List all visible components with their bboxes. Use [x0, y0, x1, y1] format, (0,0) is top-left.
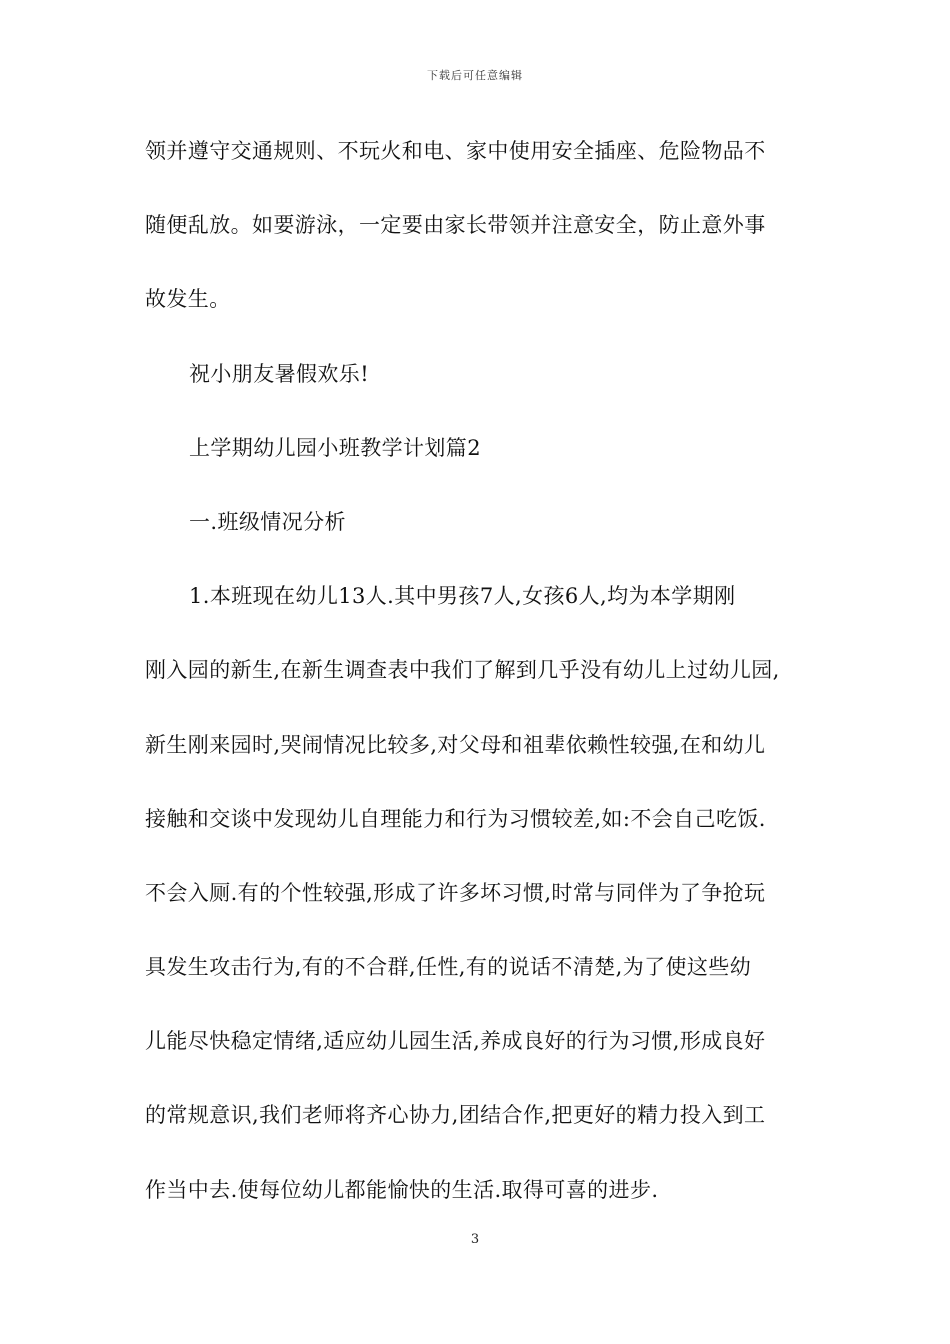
closing-greeting: 祝小朋友暑假欢乐! [189, 361, 370, 386]
body-line: 故发生。 [145, 287, 231, 312]
page-number: 3 [470, 1232, 480, 1247]
body-line: 不会入厕.有的个性较强,形成了许多坏习惯,时常与同伴为了争抢玩 [145, 880, 766, 905]
section-title: 上学期幼儿园小班教学计划篇2 [189, 435, 481, 460]
body-line: 新生刚来园时,哭闹情况比较多,对父母和祖辈依赖性较强,在和幼儿 [145, 732, 766, 757]
body-line: 的常规意识,我们老师将齐心协力,团结合作,把更好的精力投入到工 [145, 1103, 766, 1128]
body-line: 1.本班现在幼儿13人.其中男孩7人,女孩6人,均为本学期刚 [189, 584, 736, 609]
subsection-heading: 一.班级情况分析 [189, 509, 346, 534]
document-body [145, 133, 815, 1246]
body-line: 随便乱放。如要游泳，一定要由家长带领并注意安全，防止意外事 [145, 213, 766, 238]
body-line: 接触和交谈中发现幼儿自理能力和行为习惯较差,如:不会自己吃饭. [145, 806, 766, 831]
page-header: 下载后可任意编辑 [427, 69, 523, 82]
body-line: 刚入园的新生,在新生调查表中我们了解到几乎没有幼儿上过幼儿园, [145, 658, 780, 683]
body-line: 作当中去.使每位幼儿都能愉快的生活.取得可喜的进步. [145, 1177, 659, 1202]
body-line: 儿能尽快稳定情绪,适应幼儿园生活,养成良好的行为习惯,形成良好 [145, 1029, 766, 1054]
body-line: 领并遵守交通规则、不玩火和电、家中使用安全插座、危险物品不 [145, 139, 766, 163]
body-line: 具发生攻击行为,有的不合群,任性,有的说话不清楚,为了使这些幼 [145, 955, 752, 980]
